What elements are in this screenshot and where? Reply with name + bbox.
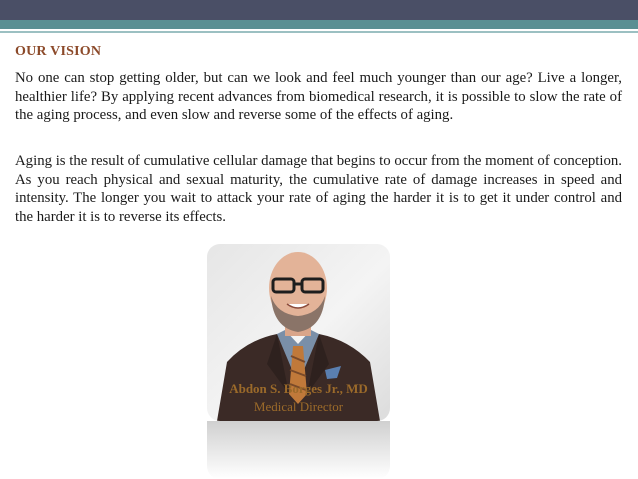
portrait-role: Medical Director [253,399,344,414]
header-divider [0,31,638,33]
vision-paragraph-2: Aging is the result of cumulative cellular damage that begins to occur from the moment of conception. As you reach physical and sexual maturity, the cumulative rate of damage increases in speed and intensity. The longer you wait to attack your rate of aging the harder it is to get it under control and the harder it is to reverse its effects. [15,153,622,225]
header-bar-teal [0,20,638,29]
portrait-reflection [207,421,390,479]
section-title: OUR VISION [15,44,102,59]
header-bar-dark [0,0,638,20]
vision-paragraph-1: No one can stop getting older, but can we look and feel much younger than our age? Live a longer, healthier life? By applying recent advances from biomedical research, it is possible to slow the rate of the aging process, and even slow and reverse some of the effects of aging. [15,70,622,123]
portrait-name: Abdon S. Borges Jr., MD [229,381,368,396]
